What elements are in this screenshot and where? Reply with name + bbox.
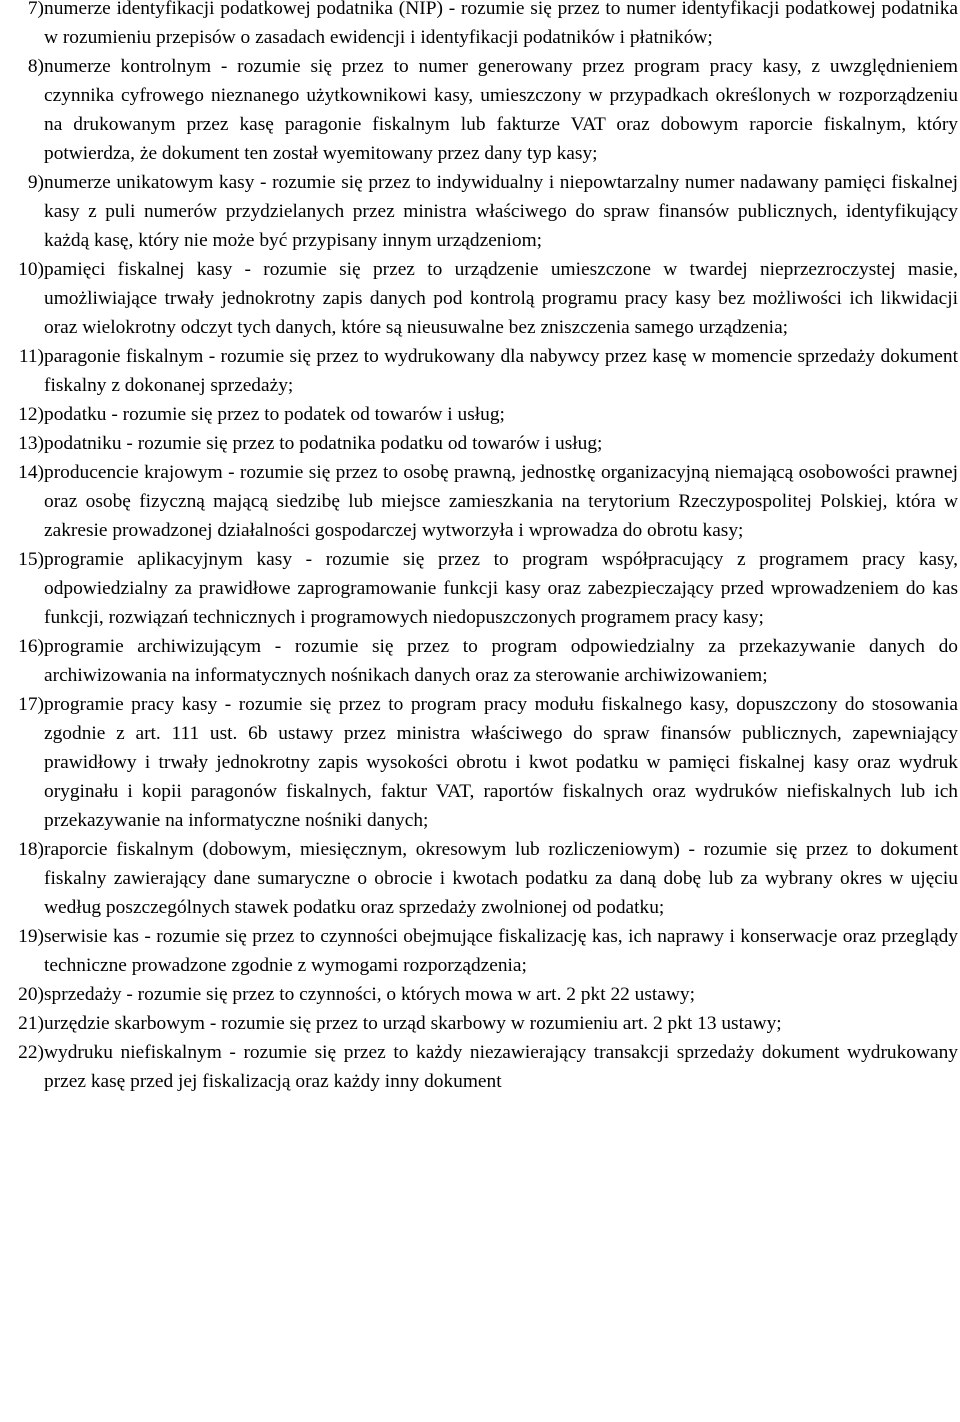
item-text: paragonie fiskalnym - rozumie się przez to wydrukowany dla nabywcy przez kasę w momencie sprzedaży dokument fiskalny z dokonanej sprzedaży; <box>44 346 958 396</box>
item-text: numerze kontrolnym - rozumie się przez to numer generowany przez program pracy kasy, z uwzględnieniem czynnika cyfrowego nieznanego użytkownikowi kasy, umieszczony w przypadkach określonych w rozporządzeniu na drukowanym przez kasę paragonie fiskalnym lub fakturze VAT oraz dobowym raporcie fiskalnym, który potwierdza, że dokument ten został wyemitowany przez dany typ kasy; <box>44 56 958 164</box>
item-text: raporcie fiskalnym (dobowym, miesięcznym, okresowym lub rozliczeniowym) - rozumie się przez to dokument fiskalny zawierający dane sumaryczne o obrocie i kwotach podatku za daną dobę lub za wybrany okres w ujęciu według poszczególnych stawek podatku oraz sprzedaży zwolnionej od podatku; <box>44 839 958 918</box>
list-item-21 <box>0 1009 960 1038</box>
item-number: 10) <box>18 259 44 280</box>
list-item-19 <box>0 922 960 980</box>
item-text: pamięci fiskalnej kasy - rozumie się przez to urządzenie umieszczone w twardej nieprzezroczystej masie, umożliwiające trwały jednokrotny zapis danych pod kontrolą programu pracy kasy bez możliwości ich likwidacji oraz wielokrotny odczyt tych danych, które są nieusuwalne bez zniszczenia samego urządzenia; <box>44 259 958 338</box>
item-number: 14) <box>18 462 44 483</box>
item-number: 7) <box>27 0 44 19</box>
list-item-14 <box>0 458 960 545</box>
item-number: 22) <box>18 1042 44 1063</box>
item-text: numerze unikatowym kasy - rozumie się przez to indywidualny i niepowtarzalny numer nadawany pamięci fiskalnej kasy z puli numerów przydzielanych przez ministra właściwego do spraw finansów publicznych, identyfikujący każdą kasę, który nie może być przypisany innym urządzeniom; <box>44 172 958 251</box>
item-text: producencie krajowym - rozumie się przez to osobę prawną, jednostkę organizacyjną niemającą osobowości prawnej oraz osobę fizyczną mającą siedzibę lub miejsce zamieszkania na terytorium Rzeczypospolitej Polskiej, która w zakresie prowadzonej działalności gospodarczej wytworzyła i wprowadza do obrotu kasy; <box>44 462 958 541</box>
item-text: sprzedaży - rozumie się przez to czynności, o których mowa w art. 2 pkt 22 ustawy; <box>44 984 695 1005</box>
list-item-9 <box>0 168 960 255</box>
list-item-20 <box>0 980 960 1009</box>
list-item-13 <box>0 429 960 458</box>
item-number: 20) <box>18 984 44 1005</box>
list-item-15 <box>0 545 960 632</box>
item-number: 12) <box>18 404 44 425</box>
list-item-22 <box>0 1038 960 1096</box>
item-text: wydruku niefiskalnym - rozumie się przez to każdy niezawierający transakcji sprzedaży dokument wydrukowany przez kasę przed jej fiskalizacją oraz każdy inny dokument <box>44 1042 958 1092</box>
item-text: programie pracy kasy - rozumie się przez to program pracy modułu fiskalnego kasy, dopuszczony do stosowania zgodnie z art. 111 ust. 6b ustawy przez ministra właściwego do spraw finansów publicznych, zapewniający prawidłowy i trwały jednokrotny zapis wysokości obrotu i kwot podatku w pamięci fiskalnej kasy oraz wydruk oryginału i kopii paragonów fiskalnych, faktur VAT, raportów fiskalnych oraz wydruków niefiskalnych lub ich przekazywanie na informatyczne nośniki danych; <box>44 694 958 831</box>
item-text: podatniku - rozumie się przez to podatnika podatku od towarów i usług; <box>44 433 603 454</box>
item-number: 16) <box>18 636 44 657</box>
item-number: 13) <box>18 433 44 454</box>
item-text: numerze identyfikacji podatkowej podatnika (NIP) - rozumie się przez to numer identyfikacji podatkowej podatnika w rozumieniu przepisów o zasadach ewidencji i identyfikacji podatników i płatników; <box>44 0 958 48</box>
item-text: programie archiwizującym - rozumie się przez to program odpowiedzialny za przekazywanie danych do archiwizowania na informatycznych nośnikach danych oraz za sterowanie archiwizowaniem; <box>44 636 958 686</box>
list-item-8 <box>0 52 960 168</box>
list-item-11 <box>0 342 960 400</box>
item-number: 15) <box>18 549 44 570</box>
list-item-7 <box>0 0 960 52</box>
list-item-10 <box>0 255 960 342</box>
item-number: 17) <box>18 694 44 715</box>
item-text: programie aplikacyjnym kasy - rozumie się przez to program współpracujący z programem pracy kasy, odpowiedzialny za prawidłowe zaprogramowanie funkcji kasy oraz zabezpieczający przed wprowadzeniem do kas funkcji, rozwiązań technicznych i programowych niedopuszczonych programem pracy kasy; <box>44 549 958 628</box>
item-number: 8) <box>27 56 44 77</box>
item-text: serwisie kas - rozumie się przez to czynności obejmujące fiskalizację kas, ich naprawy i konserwacje oraz przeglądy techniczne prowadzone zgodnie z wymogami rozporządzenia; <box>44 926 958 976</box>
item-number: 21) <box>18 1013 44 1034</box>
list-item-12 <box>0 400 960 429</box>
list-item-18 <box>0 835 960 922</box>
list-item-17 <box>0 690 960 835</box>
item-number: 19) <box>18 926 44 947</box>
item-number: 18) <box>18 839 44 860</box>
list-item-16 <box>0 632 960 690</box>
item-text: urzędzie skarbowym - rozumie się przez to urząd skarbowy w rozumieniu art. 2 pkt 13 ustawy; <box>44 1013 782 1034</box>
item-number: 11) <box>18 346 44 367</box>
item-text: podatku - rozumie się przez to podatek od towarów i usług; <box>44 404 505 425</box>
item-number: 9) <box>27 172 44 193</box>
